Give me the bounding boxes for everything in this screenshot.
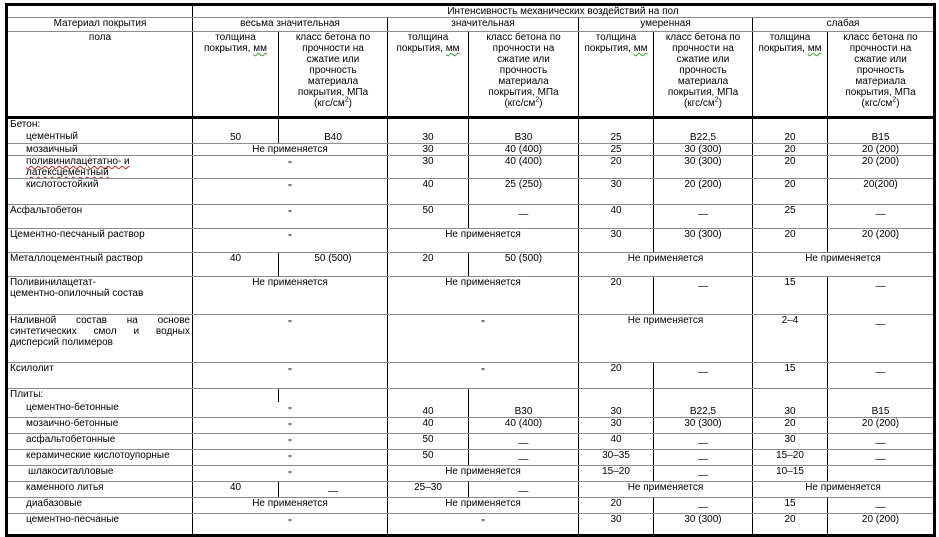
group-weak: слабая xyxy=(753,18,935,32)
class-label-line: прочности на xyxy=(849,43,912,54)
thickness-value: 40 xyxy=(579,433,654,449)
class-label-line: сжатие или xyxy=(676,54,730,65)
class-value: 30 (300) xyxy=(654,144,753,156)
class-value: 30 (300) xyxy=(654,229,753,253)
dash-cell: — xyxy=(654,449,753,465)
material-name: Цементно-песчаный раствор xyxy=(7,229,193,253)
empty-cell xyxy=(193,118,279,131)
thickness-value: 30 xyxy=(579,179,654,205)
not-applicable-cell: Не применяется xyxy=(193,277,388,315)
dash-cell: — xyxy=(469,481,579,497)
thickness-label: толщина xyxy=(215,32,256,43)
not-applicable-cell: Не применяется xyxy=(753,481,935,497)
thickness-value: 40 xyxy=(388,402,469,418)
thickness-value: 15 xyxy=(753,497,828,513)
thickness-value: 50 xyxy=(388,205,469,229)
class-label-line: покрытия, МПа xyxy=(297,87,369,98)
table-row xyxy=(7,433,935,449)
not-applicable-cell: Не применяется xyxy=(193,497,388,513)
thickness-value: 25 xyxy=(579,144,654,156)
class-label-line: прочность xyxy=(309,65,357,76)
thickness-value: 40 xyxy=(579,205,654,229)
intensity-title: Интенсивность механических воздействий на пол xyxy=(193,5,935,18)
class-value: В15 xyxy=(828,402,935,418)
thickness-value: 20 xyxy=(579,277,654,315)
ditto-mark: " xyxy=(193,179,388,205)
thickness-value: 15–20 xyxy=(753,449,828,465)
class-value: 50 (500) xyxy=(279,253,388,277)
table-row xyxy=(7,389,935,402)
thickness-value: 20 xyxy=(753,229,828,253)
dash-cell: — xyxy=(654,497,753,513)
empty-cell xyxy=(654,118,753,131)
thickness-value: 2–4 xyxy=(753,315,828,363)
dash-cell: — xyxy=(828,497,935,513)
class-value: 40 (400) xyxy=(469,144,579,156)
dash-cell: — xyxy=(828,205,935,229)
dash-cell: — xyxy=(654,363,753,389)
class-label-line: $(кгс/см^2)$ xyxy=(504,96,543,109)
thickness-value: 30 xyxy=(388,144,469,156)
ditto-mark: " xyxy=(193,229,388,253)
table-row xyxy=(7,449,935,465)
table-row xyxy=(7,497,935,513)
thickness-value: 30 xyxy=(579,229,654,253)
thickness-value: 30 xyxy=(388,156,469,179)
empty-cell xyxy=(388,389,469,402)
table-row xyxy=(7,315,935,363)
not-applicable-cell: Не применяется xyxy=(193,144,388,156)
material-label-line2: пола xyxy=(7,32,193,118)
thickness-value: 20 xyxy=(579,156,654,179)
material-name: каменного литья xyxy=(7,481,193,497)
class-label-line: класс бетона по xyxy=(665,32,741,43)
dash-cell: — xyxy=(469,449,579,465)
class-label-line: прочность xyxy=(499,65,548,76)
class-value: 20 (200) xyxy=(828,513,935,535)
thickness-unit-label: покрытия, мм xyxy=(758,43,822,54)
col-class-header xyxy=(469,32,579,118)
class-label-line: прочности на xyxy=(492,43,555,54)
class-label-line: прочность xyxy=(679,65,727,76)
class-value: 40 (400) xyxy=(469,417,579,433)
col-thickness-header xyxy=(193,32,279,118)
dash-cell: — xyxy=(654,465,753,481)
ditto-mark: " xyxy=(193,315,388,363)
not-applicable-cell: Не применяется xyxy=(388,465,579,481)
class-value: В30 xyxy=(469,402,579,418)
thickness-value: 30 xyxy=(579,513,654,535)
class-label-line: покрытия, МПа xyxy=(488,87,559,98)
thickness-value: 30 xyxy=(753,402,828,418)
dash-cell: — xyxy=(828,315,935,363)
table-row xyxy=(7,144,935,156)
class-value: 20 (200) xyxy=(828,417,935,433)
empty-cell xyxy=(753,118,828,131)
col-class-header xyxy=(654,32,753,118)
material-name: поливинилацетатно- и латексцементный xyxy=(7,156,193,179)
class-value: В22,5 xyxy=(654,402,753,418)
empty-cell xyxy=(193,389,279,402)
thickness-value: 20 xyxy=(753,156,828,179)
material-name: Асфальтобетон xyxy=(7,205,193,229)
not-applicable-cell: Не применяется xyxy=(388,277,579,315)
empty-cell xyxy=(279,389,388,402)
thickness-value: 40 xyxy=(193,481,279,497)
ditto-mark: " xyxy=(388,513,579,535)
header-corner-top xyxy=(7,5,193,18)
thickness-label: толщина xyxy=(407,32,449,43)
thickness-value: 50 xyxy=(193,131,279,144)
ditto-mark: " xyxy=(193,402,388,418)
dash-cell: — xyxy=(828,277,935,315)
col-thickness-header xyxy=(753,32,828,118)
material-name: Плиты: xyxy=(7,389,193,402)
col-thickness-header xyxy=(388,32,469,118)
ditto-mark: " xyxy=(193,417,388,433)
not-applicable-cell: Не применяется xyxy=(579,315,753,363)
empty-cell xyxy=(279,118,388,131)
class-label-line: прочности на xyxy=(672,43,734,54)
class-label-line: прочность xyxy=(856,65,905,76)
material-name: мозаичный xyxy=(7,144,193,156)
class-label-line: материала xyxy=(498,76,549,87)
ditto-mark: " xyxy=(388,363,579,389)
class-label-line: материала xyxy=(307,76,359,87)
class-label-line: $(кгс/см^2)$ xyxy=(861,96,900,109)
thickness-value: 15–20 xyxy=(579,465,654,481)
table-body xyxy=(7,118,935,536)
thickness-value: 40 xyxy=(193,253,279,277)
material-name: цементно-бетонные xyxy=(7,402,193,418)
class-value: В22,5 xyxy=(654,131,753,144)
empty-cell xyxy=(654,389,753,402)
thickness-value: 40 xyxy=(388,417,469,433)
ditto-mark: " xyxy=(193,433,388,449)
material-name: диабазовые xyxy=(7,497,193,513)
empty-cell xyxy=(579,389,654,402)
class-value xyxy=(828,465,935,481)
dash-cell: — xyxy=(654,277,753,315)
table-row xyxy=(7,179,935,205)
class-label-line: материала xyxy=(855,76,906,87)
group-very-significant: весьма значительная xyxy=(193,18,388,32)
col-thickness-header xyxy=(579,32,654,118)
class-label-line: покрытия, МПа xyxy=(845,87,916,98)
empty-cell xyxy=(388,118,469,131)
class-label-line: материала xyxy=(677,76,729,87)
material-name: Ксилолит xyxy=(7,363,193,389)
material-name: Металлоцементный раствор xyxy=(7,253,193,277)
class-value: 20 (200) xyxy=(828,144,935,156)
class-label-line: сжатие или xyxy=(306,54,360,65)
thickness-unit-label: покрытия, мм xyxy=(204,43,267,54)
thickness-value: 15 xyxy=(753,363,828,389)
material-name: цементно-песчаные xyxy=(7,513,193,535)
dash-cell: — xyxy=(469,433,579,449)
class-label-line: класс бетона по xyxy=(486,32,561,43)
table-row xyxy=(7,481,935,497)
ditto-mark: " xyxy=(193,449,388,465)
class-value: 20 (200) xyxy=(828,156,935,179)
thickness-value: 25 xyxy=(753,205,828,229)
thickness-value: 15 xyxy=(753,277,828,315)
thickness-value: 50 xyxy=(388,449,469,465)
thickness-value: 10–15 xyxy=(753,465,828,481)
floor-coating-table xyxy=(5,3,936,537)
class-value: 30 (300) xyxy=(654,513,753,535)
not-applicable-cell: Не применяется xyxy=(753,253,935,277)
thickness-value: 30 xyxy=(579,417,654,433)
thickness-value: 20 xyxy=(388,253,469,277)
thickness-value: 20 xyxy=(753,144,828,156)
table-row xyxy=(7,513,935,535)
not-applicable-cell: Не применяется xyxy=(579,481,753,497)
dash-cell: — xyxy=(469,205,579,229)
ditto-mark: " xyxy=(388,315,579,363)
thickness-label: толщина xyxy=(769,32,811,43)
table-row xyxy=(7,131,935,144)
class-value: В15 xyxy=(828,131,935,144)
thickness-value: 30 xyxy=(579,402,654,418)
thickness-value: 20 xyxy=(753,131,828,144)
thickness-value: 40 xyxy=(388,179,469,205)
dash-cell: — xyxy=(828,449,935,465)
class-label-line: сжатие или xyxy=(497,54,550,65)
material-name: керамические кислотоупорные xyxy=(7,449,193,465)
thickness-value: 30 xyxy=(753,433,828,449)
thickness-unit-label: покрытия, мм xyxy=(584,43,648,54)
material-name: мозаично-бетонные xyxy=(7,417,193,433)
empty-cell xyxy=(469,118,579,131)
dash-cell: — xyxy=(279,481,388,497)
class-value: В40 xyxy=(279,131,388,144)
col-class-header xyxy=(828,32,935,118)
class-label-line: класс бетона по xyxy=(295,32,371,43)
class-value: 20 (200) xyxy=(654,179,753,205)
class-value: В30 xyxy=(469,131,579,144)
not-applicable-cell: Не применяется xyxy=(388,229,579,253)
material-name: цементный xyxy=(7,131,193,144)
material-name: асфальтобетонные xyxy=(7,433,193,449)
material-name: кислотостойкий xyxy=(7,179,193,205)
class-label-line: покрытия, МПа xyxy=(667,87,739,98)
not-applicable-cell: Не применяется xyxy=(579,253,753,277)
table-row xyxy=(7,118,935,131)
thickness-value: 20 xyxy=(579,363,654,389)
group-moderate: умеренная xyxy=(579,18,753,32)
class-value: 40 (400) xyxy=(469,156,579,179)
table-row xyxy=(7,363,935,389)
table-row xyxy=(7,205,935,229)
ditto-mark: " xyxy=(193,513,388,535)
thickness-value: 20 xyxy=(579,497,654,513)
table-row xyxy=(7,277,935,315)
dash-cell: — xyxy=(654,205,753,229)
empty-cell xyxy=(828,389,935,402)
table-row xyxy=(7,229,935,253)
material-name: шлакоситалловые xyxy=(7,465,193,481)
table-row xyxy=(7,465,935,481)
class-value: 20 (200) xyxy=(828,229,935,253)
col-class-header xyxy=(279,32,388,118)
column-header-row xyxy=(7,32,935,118)
class-value: 20(200) xyxy=(828,179,935,205)
class-label-line: $(кгс/см^2)$ xyxy=(313,96,353,109)
table-row xyxy=(7,417,935,433)
thickness-value: 25–30 xyxy=(388,481,469,497)
ditto-mark: " xyxy=(193,465,388,481)
empty-cell xyxy=(828,118,935,131)
material-name: Наливной состав на основе синтетических смол и водных дисперсий полимеров xyxy=(7,315,193,363)
ditto-mark: " xyxy=(193,156,388,179)
thickness-unit-label: покрытия, мм xyxy=(396,43,460,54)
class-label-line: класс бетона по xyxy=(843,32,918,43)
thickness-value: 20 xyxy=(753,417,828,433)
thickness-value: 20 xyxy=(753,179,828,205)
material-name: Бетон: xyxy=(7,118,193,131)
ditto-mark: " xyxy=(193,205,388,229)
empty-cell xyxy=(469,389,579,402)
material-name: Поливинилацетат- цементно-опилочный состав xyxy=(7,277,193,315)
dash-cell: — xyxy=(828,363,935,389)
group-significant: значительная xyxy=(388,18,579,32)
material-label: Материал покрытия xyxy=(7,18,193,32)
table-row xyxy=(7,402,935,418)
dash-cell: — xyxy=(654,433,753,449)
thickness-value: 20 xyxy=(753,513,828,535)
table-row xyxy=(7,156,935,179)
class-value: 50 (500) xyxy=(469,253,579,277)
thickness-value: 50 xyxy=(388,433,469,449)
class-label-line: прочности на xyxy=(302,43,364,54)
thickness-label: толщина xyxy=(595,32,637,43)
class-value: 30 (300) xyxy=(654,417,753,433)
not-applicable-cell: Не применяется xyxy=(388,497,579,513)
class-value: 25 (250) xyxy=(469,179,579,205)
thickness-value: 30 xyxy=(388,131,469,144)
class-label-line: сжатие или xyxy=(854,54,907,65)
ditto-mark: " xyxy=(193,363,388,389)
empty-cell xyxy=(753,389,828,402)
table-row xyxy=(7,253,935,277)
empty-cell xyxy=(579,118,654,131)
class-value: 30 (300) xyxy=(654,156,753,179)
class-label-line: $(кгс/см^2)$ xyxy=(683,96,723,109)
thickness-value: 30–35 xyxy=(579,449,654,465)
thickness-value: 25 xyxy=(579,131,654,144)
dash-cell: — xyxy=(828,433,935,449)
